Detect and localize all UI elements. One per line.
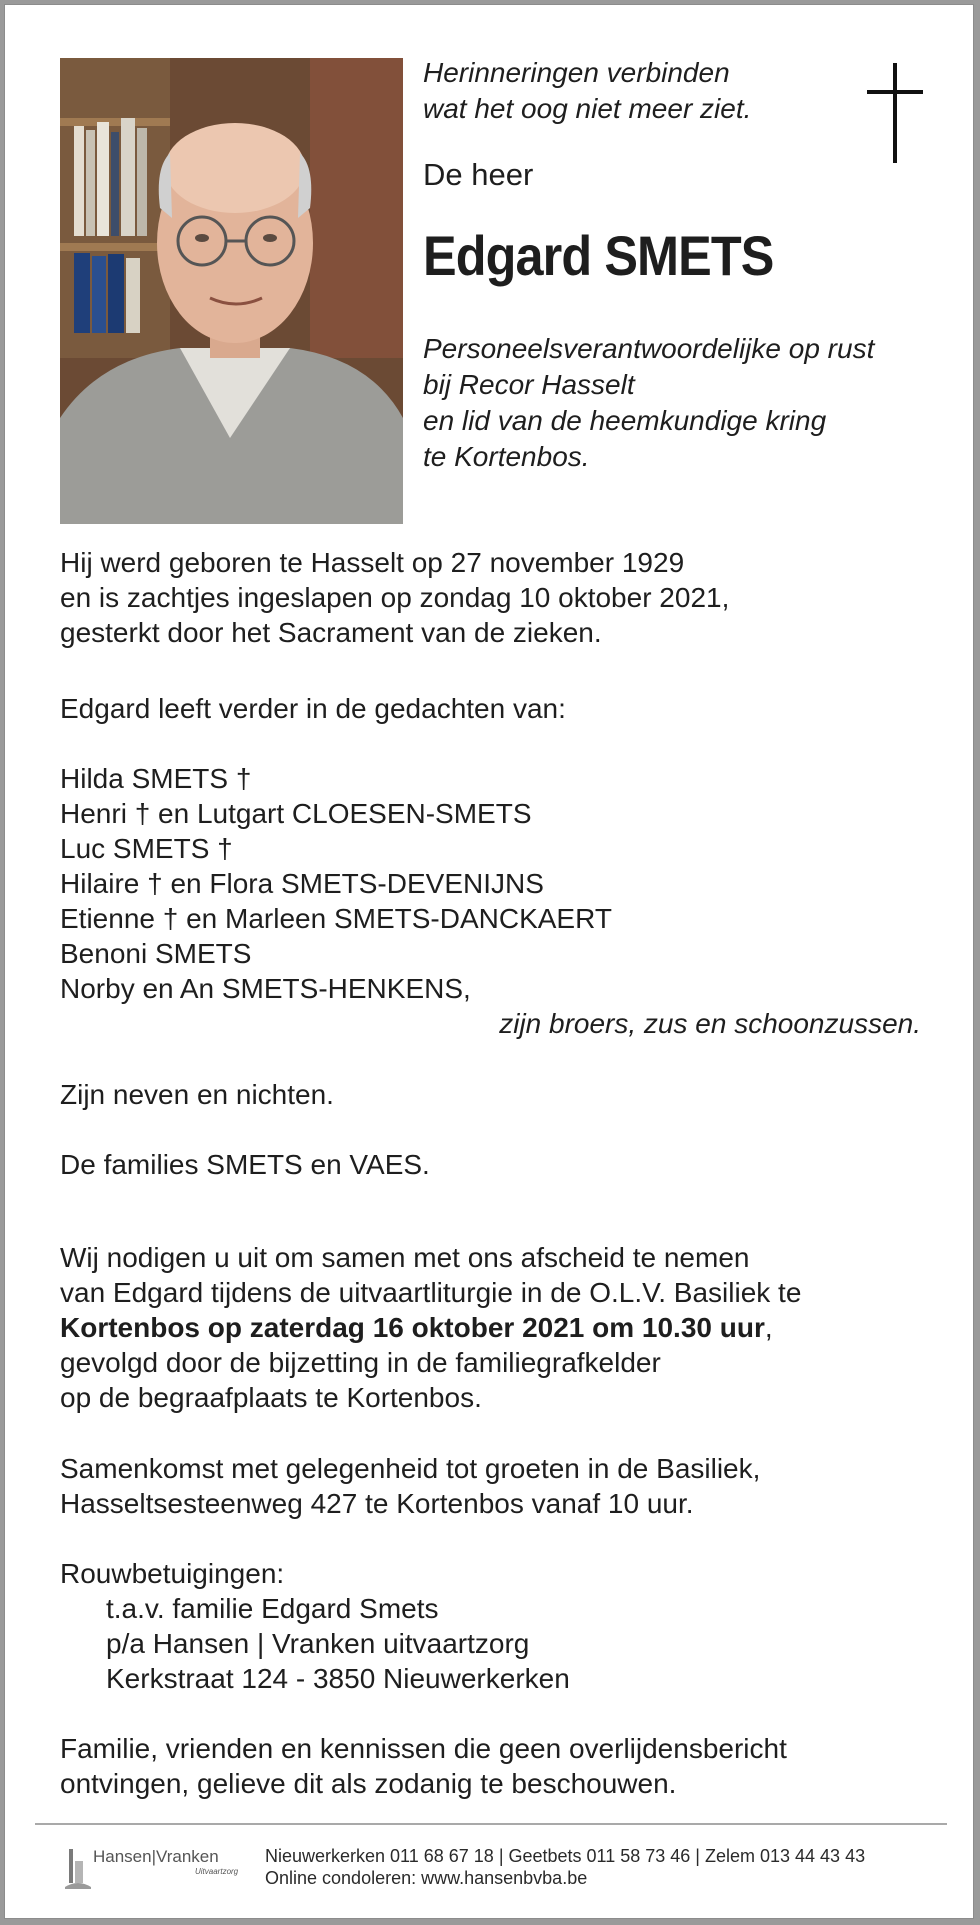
birth-death-paragraph bbox=[60, 545, 933, 650]
cross-icon bbox=[867, 63, 923, 163]
relative-item: Etienne † en Marleen SMETS-DANCKAERT bbox=[60, 903, 612, 934]
text-line: Hij werd geboren te Hasselt op 27 november 1929 bbox=[60, 547, 685, 578]
salutation: De heer bbox=[423, 157, 534, 192]
relative-item: Hilaire † en Flora SMETS-DEVENIJNS bbox=[60, 868, 544, 899]
text-line: en is zachtjes ingeslapen op zondag 10 oktober 2021, bbox=[60, 582, 730, 613]
role-line: Personeelsverantwoordelijke op rust bbox=[423, 333, 875, 364]
relative-item: Hilda SMETS † bbox=[60, 763, 252, 794]
role-line: te Kortenbos. bbox=[423, 441, 590, 472]
logo-name: Hansen|Vranken bbox=[93, 1847, 219, 1866]
footer-contacts bbox=[265, 1845, 865, 1889]
logo-subtitle: Uitvaartzorg bbox=[195, 1867, 239, 1876]
relatives-caption: zijn broers, zus en schoonzussen. bbox=[499, 1008, 921, 1039]
families-line: De families SMETS en VAES. bbox=[60, 1149, 430, 1180]
logo-mark-icon bbox=[63, 1843, 93, 1891]
text-line: gesterkt door het Sacrament van de zieken. bbox=[60, 617, 602, 648]
relative-item: Norby en An SMETS-HENKENS, bbox=[60, 973, 471, 1004]
text-line: Wij nodigen u uit om samen met ons afscheid te nemen bbox=[60, 1242, 750, 1273]
memorial-quote bbox=[423, 55, 751, 127]
funeral-invitation bbox=[60, 1240, 933, 1415]
text-line: Samenkomst met gelegenheid tot groeten in de Basiliek, bbox=[60, 1453, 761, 1484]
deceased-role bbox=[423, 331, 874, 475]
relative-item: Henri † en Lutgart CLOESEN-SMETS bbox=[60, 798, 532, 829]
address-line: t.a.v. familie Edgard Smets bbox=[106, 1593, 439, 1624]
quote-line: Herinneringen verbinden bbox=[423, 57, 730, 88]
role-line: en lid van de heemkundige kring bbox=[423, 405, 827, 436]
text-line: van Edgard tijdens de uitvaartliturgie in de O.L.V. Basiliek te bbox=[60, 1277, 802, 1308]
lives-on-line: Edgard leeft verder in de gedachten van: bbox=[60, 693, 566, 724]
text-line: Familie, vrienden en kennissen die geen overlijdensbericht bbox=[60, 1733, 787, 1764]
phone-numbers: Nieuwerkerken 011 68 67 18 | Geetbets 011 58 73 46 | Zelem 013 44 43 43 bbox=[265, 1846, 866, 1866]
text-line bbox=[60, 1310, 933, 1345]
portrait-photo bbox=[60, 58, 403, 524]
funeral-date-time: Kortenbos op zaterdag 16 oktober 2021 om 10.30 uur bbox=[60, 1312, 765, 1343]
text-line: Hasseltsesteenweg 427 te Kortenbos vanaf 10 uur. bbox=[60, 1488, 694, 1519]
condolences-block bbox=[60, 1556, 933, 1696]
role-line: bij Recor Hasselt bbox=[423, 369, 635, 400]
text-line: op de begraafplaats te Kortenbos. bbox=[60, 1382, 482, 1413]
funeral-home-logo bbox=[63, 1841, 243, 1893]
text-fragment: , bbox=[764, 1312, 773, 1343]
deceased-name: Edgard SMETS bbox=[423, 224, 774, 287]
obituary-card bbox=[4, 4, 974, 1919]
closing-paragraph bbox=[60, 1731, 933, 1801]
footer-divider bbox=[35, 1823, 947, 1825]
address-line: p/a Hansen | Vranken uitvaartzorg bbox=[106, 1628, 530, 1659]
text-line: gevolgd door de bijzetting in de familiegrafkelder bbox=[60, 1347, 661, 1378]
relative-item: Luc SMETS † bbox=[60, 833, 233, 864]
website-link[interactable]: Online condoleren: www.hansenbvba.be bbox=[265, 1868, 588, 1888]
nephews-line: Zijn neven en nichten. bbox=[60, 1079, 334, 1110]
gathering-paragraph bbox=[60, 1451, 933, 1521]
portrait-image bbox=[60, 58, 403, 524]
address-line: Kerkstraat 124 - 3850 Nieuwerkerken bbox=[106, 1663, 570, 1694]
relative-item: Benoni SMETS bbox=[60, 938, 252, 969]
text-line: ontvingen, gelieve dit als zodanig te beschouwen. bbox=[60, 1768, 677, 1799]
relatives-list bbox=[60, 761, 933, 1041]
quote-line: wat het oog niet meer ziet. bbox=[423, 93, 752, 124]
condolences-title: Rouwbetuigingen: bbox=[60, 1558, 285, 1589]
